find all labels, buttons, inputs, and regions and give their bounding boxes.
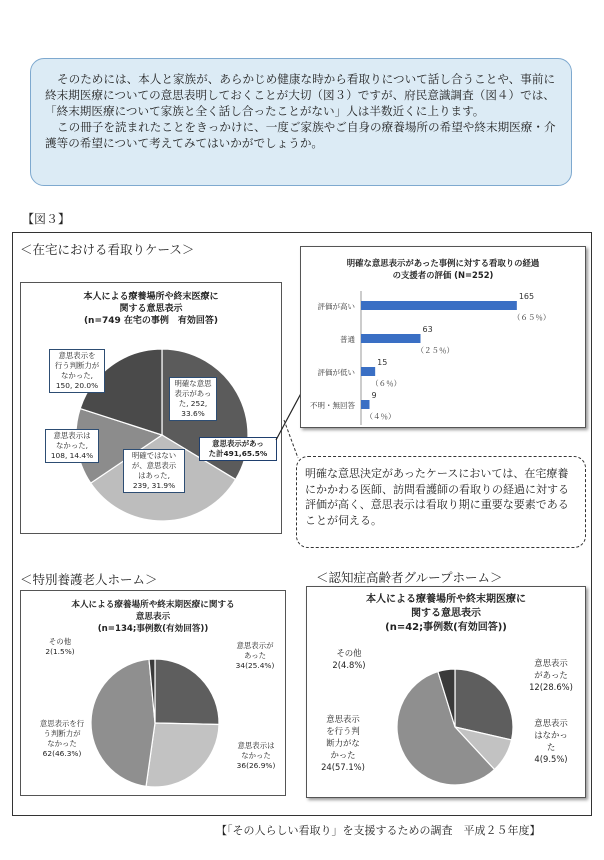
group-label-other-line: その他 [336,648,362,658]
nursing-label-no-line: 36(26.9%) [236,761,276,770]
home-summary-line: た計491,65.5% [208,449,268,458]
nursing-pie-slice-2 [91,659,155,786]
eval-bar-1 [361,334,421,343]
home-label-unable-line: 行う判断力が [54,361,100,370]
nursing-label-yes [229,641,281,671]
nursing-chart-subtitle: (n=134;事例数(有効回答)) [97,624,209,634]
home-chart-title-2: 関する意思表示 [119,304,183,314]
nursing-label-yes-line: あった [243,651,267,660]
note-box: 明確な意思決定があったケースにおいては、在宅療養にかかわる医師、訪問看護師の看取りの経過に対する評価が高く、意思表示は看取り期に重要な要素であることが伺える。 [296,456,586,548]
note-connector [284,420,298,458]
eval-count-label: 165 [518,292,535,301]
nursing-label-other [39,637,81,657]
home-label-yes-line: た, 252, [178,399,208,408]
nursing-label-unable-line: う判断力が [43,729,81,738]
nursing-chart-title-2: 意思表示 [135,612,171,622]
nursing-chart-box [20,590,286,796]
group-label-no [523,717,579,765]
eval-bar-chart [301,247,587,429]
group-label-unable-line: 意思表示 [326,714,360,724]
eval-percent-label: （４％） [365,412,396,421]
nursing-label-other-line: 2(1.5%) [45,647,75,656]
group-label-no-line: はなかっ [534,730,568,740]
nursing-label-yes-line: 34(25.4%) [235,661,275,670]
home-label-unable-line: なかった, [61,371,93,380]
nursing-label-unable-line: 62(46.3%) [42,749,82,758]
eval-count-label: 15 [377,358,388,367]
home-label-vague-line: 239, 31.9% [132,481,176,490]
nursing-label-yes-line: 意思表示が [236,641,274,650]
eval-chart-box [300,246,586,428]
group-label-unable-line: 断力がな [326,738,360,748]
nursing-label-no-line: 意思表示は [237,741,275,750]
group-chart-title-1: 本人による療養場所や終末期医療に [366,594,526,605]
nursing-pie-slice-1 [146,723,219,787]
group-label-other-line: 2(4.8%) [332,660,366,670]
group-label-no-line: 意思表示 [534,718,568,728]
eval-count-label: 9 [371,391,377,400]
group-label-unable-line: を行う判 [326,726,360,736]
eval-category-label: 不明・無回答 [310,401,355,410]
nursing-label-other-line: その他 [48,637,72,646]
eval-title-1: 明確な意思表示があった事例に対する看取りの経過 [346,258,540,268]
home-section-title: ＜在宅における看取りケース＞ [20,242,195,257]
home-label-no-line: 意思表示は [53,431,91,440]
intro-paragraph-1: そのためには、本人と家族が、あらかじめ健康な時から看取りについて話し合うことや、事前に終末期医療についての意思表明しておくことが大切（図３）ですが、府民意識調査（図４）では、「終末期医療について家族と全く話し合ったことがない」人は半数近くに上ります。 [45,72,556,118]
home-chart-title-1: 本人による療養場所や終末医療に [83,292,219,302]
home-label-vague-line: はあった, [138,471,170,480]
group-label-no-line: た [546,742,556,752]
eval-category-label: 評価が低い [317,368,355,377]
eval-category-label: 評価が高い [317,302,355,311]
eval-percent-label: （２５％） [416,346,454,355]
group-label-unable-line: 24(57.1%) [321,762,365,772]
group-chart-title-2: 関する意思表示 [411,608,481,619]
group-label-no-line: 4(9.5%) [534,754,568,764]
group-label-yes-line: 意思表示 [534,658,568,668]
home-label-unable-line: 意思表示を [58,351,96,360]
group-label-yes-line: があった [534,670,568,680]
home-summary-line: 意思表示があっ [212,439,264,448]
home-label-yes-line: 明確な意思 [174,379,212,388]
figure-label: 【図３】 [22,212,71,226]
eval-percent-label: （６５％） [512,313,551,322]
eval-bar-0 [361,301,517,310]
home-label-yes-line: 33.6% [181,409,205,418]
intro-paragraph-2: この冊子を読まれたことをきっかけに、一度ご家族やご自身の療養場所の希望や終末期医療・介護等の希望について考えてみてはいかがでしょうか。 [45,120,556,150]
nursing-label-unable-line: 意思表示を行 [39,719,85,728]
eval-count-label: 63 [422,325,433,334]
group-chart-box [306,586,586,798]
home-label-vague-line: が、意思表示 [131,461,177,470]
nursing-pie-slice-0 [155,659,219,725]
nursing-label-no-line: なかった [241,751,271,760]
nursing-chart-title-1: 本人による療養場所や終末期医療に関する [71,600,235,610]
nursing-section-title: ＜特別養護老人ホーム＞ [20,572,158,587]
group-label-yes [521,657,581,693]
home-label-no-line: なかった, [56,441,88,450]
source-citation: 【「その人らしい看取り」を支援するための調査 平成２５年度】 [216,824,541,837]
group-label-unable [315,713,371,773]
group-label-other [323,647,375,671]
home-label-no-line: 108, 14.4% [50,451,94,460]
eval-bar-2 [361,367,375,376]
group-label-yes-line: 12(28.6%) [529,682,573,692]
eval-title-2: の支援者の評価 (N=252) [392,270,494,280]
nursing-label-no [227,741,285,771]
nursing-label-unable [31,719,93,759]
home-label-yes-line: 表示があっ [174,389,212,398]
home-chart-subtitle: (n=749 在宅の事例 有効回答) [83,316,219,326]
nursing-label-unable-line: なかった [47,739,77,748]
eval-percent-label: （６％） [371,379,402,388]
group-chart-subtitle: (n=42;事例数(有効回答)) [385,622,507,633]
group-label-unable-line: かった [330,750,356,760]
group-section-title: ＜認知症高齢者グループホーム＞ [316,570,503,585]
home-label-unable-line: 150, 20.0% [55,381,99,390]
eval-bar-3 [361,400,370,409]
eval-category-label: 普通 [340,335,355,344]
home-label-vague-line: 明確ではない [131,451,177,460]
